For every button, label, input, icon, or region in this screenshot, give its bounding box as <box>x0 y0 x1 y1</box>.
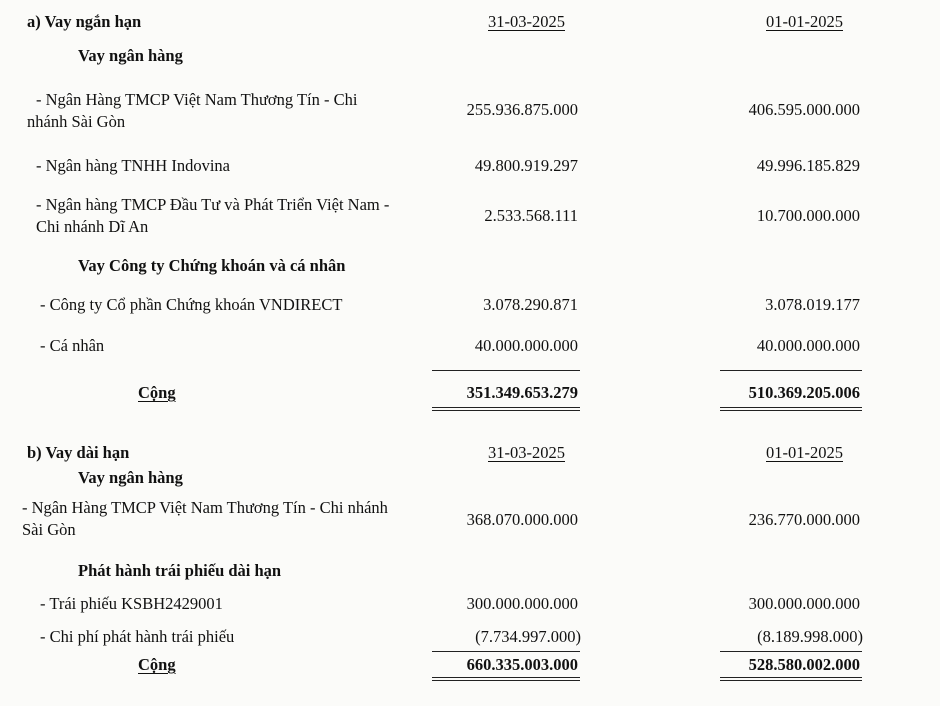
table-row-label-cont: nhánh Sài Gòn <box>27 112 126 131</box>
total-double-rule <box>432 407 580 408</box>
table-cell-value: 40.000.000.000 <box>756 336 860 355</box>
table-row-label: - Ngân Hàng TMCP Việt Nam Thương Tín - Chi nhánh <box>22 498 388 517</box>
section-b-title: b) Vay dài hạn <box>27 443 130 462</box>
section-b-col1-header: 31-03-2025 <box>488 443 565 462</box>
table-row-label: - Chi phí phát hành trái phiếu <box>40 627 235 646</box>
table-cell-value: 368.070.000.000 <box>466 510 578 529</box>
table-row-label-cont: Chi nhánh Dĩ An <box>36 217 149 236</box>
total-double-rule <box>720 410 862 411</box>
total-double-rule <box>432 677 580 678</box>
section-a-group-securities: Vay Công ty Chứng khoán và cá nhân <box>78 256 346 275</box>
table-cell-value: 300.000.000.000 <box>466 594 578 613</box>
section-b-total-value-2: 528.580.002.000 <box>748 655 860 674</box>
table-cell-value: 10.700.000.000 <box>756 206 860 225</box>
table-row-label: - Công ty Cổ phần Chứng khoán VNDIRECT <box>40 295 343 314</box>
table-cell-value: 40.000.000.000 <box>474 336 578 355</box>
section-a-total-value-2: 510.369.205.006 <box>748 383 860 402</box>
section-a-group-bank: Vay ngân hàng <box>78 46 183 65</box>
table-row-label: - Ngân Hàng TMCP Việt Nam Thương Tín - Chi <box>36 90 358 109</box>
section-b-group-bonds: Phát hành trái phiếu dài hạn <box>78 561 282 580</box>
table-row-label: - Cá nhân <box>40 336 105 355</box>
section-b-total-value-1: 660.335.003.000 <box>466 655 578 674</box>
section-a-col1-header: 31-03-2025 <box>488 12 565 31</box>
total-double-rule <box>720 677 862 678</box>
section-b-total-label: Cộng <box>138 655 176 674</box>
total-double-rule <box>432 410 580 411</box>
total-double-rule <box>720 407 862 408</box>
table-cell-value: 3.078.290.871 <box>483 295 578 314</box>
table-cell-value: 49.800.919.297 <box>474 156 578 175</box>
table-row-label: - Ngân hàng TNHH Indovina <box>36 156 230 175</box>
total-rule-top <box>432 370 580 371</box>
total-rule-top <box>432 651 580 652</box>
table-row-label: - Ngân hàng TMCP Đầu Tư và Phát Triển Việt Nam - <box>36 195 390 214</box>
section-b-group-bank: Vay ngân hàng <box>78 468 183 487</box>
table-cell-value: 2.533.568.111 <box>484 206 578 225</box>
total-double-rule <box>432 680 580 681</box>
table-cell-value: 255.936.875.000 <box>466 100 578 119</box>
table-cell-value: 406.595.000.000 <box>748 100 860 119</box>
section-a-total-value-1: 351.349.653.279 <box>466 383 578 402</box>
table-cell-value: 3.078.019.177 <box>765 295 860 314</box>
table-row-label-cont: Sài Gòn <box>22 520 76 539</box>
table-cell-value: (8.189.998.000) <box>757 627 863 646</box>
total-double-rule <box>720 680 862 681</box>
section-a-total-label: Cộng <box>138 383 176 402</box>
total-rule-top <box>720 651 862 652</box>
table-cell-value: 300.000.000.000 <box>748 594 860 613</box>
section-a-title: a) Vay ngắn hạn <box>27 12 142 31</box>
table-cell-value: 236.770.000.000 <box>748 510 860 529</box>
section-a-col2-header: 01-01-2025 <box>766 12 843 31</box>
section-b-col2-header: 01-01-2025 <box>766 443 843 462</box>
table-row-label: - Trái phiếu KSBH2429001 <box>40 594 223 613</box>
table-cell-value: (7.734.997.000) <box>475 627 581 646</box>
table-cell-value: 49.996.185.829 <box>756 156 860 175</box>
total-rule-top <box>720 370 862 371</box>
